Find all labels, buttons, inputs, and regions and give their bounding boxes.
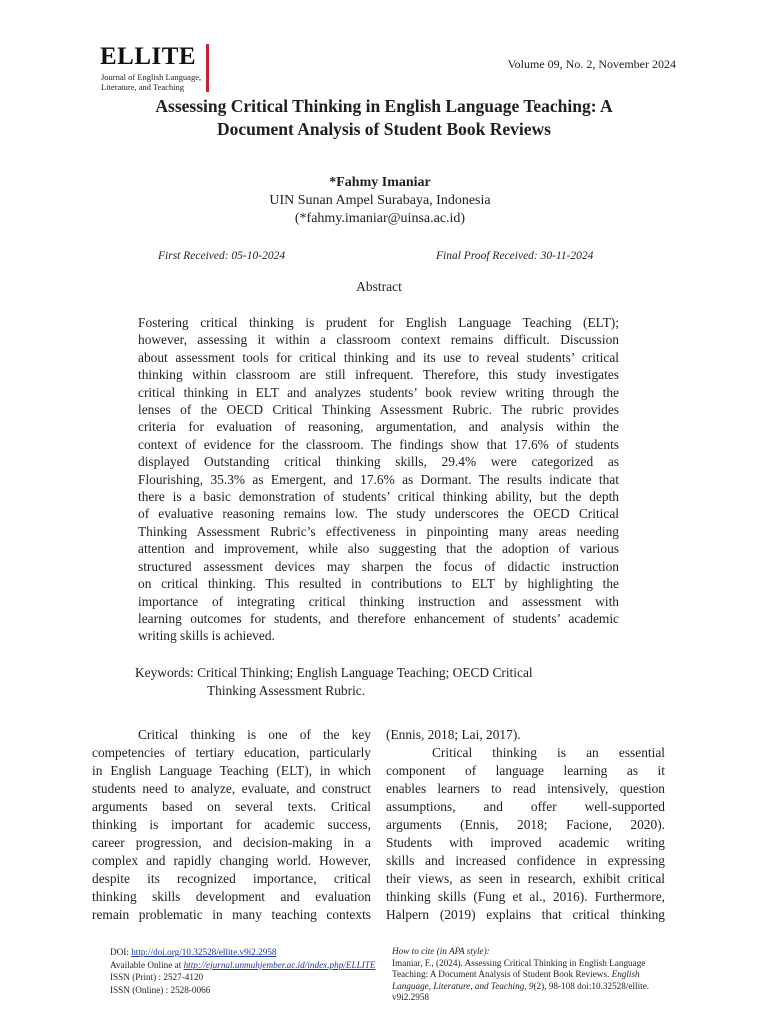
- body-line: Halpern (2019) explains that critical thinking: [386, 907, 665, 922]
- abstract-line: thinking within classroom are still infrequent. Therefore, this study investigates: [138, 367, 619, 383]
- doi-label: DOI:: [110, 947, 132, 957]
- body-column-right: [386, 726, 665, 924]
- body-line: Critical thinking is an essential: [432, 745, 665, 760]
- abstract-line: importance of integrating critical thinking instruction and assessment with: [138, 593, 619, 609]
- body-column-left: [92, 726, 371, 924]
- issn-print: ISSN (Print) : 2527-4120: [110, 972, 204, 982]
- body-line: thinking skills (Fung et al., 2016). Furthermore,: [386, 889, 665, 904]
- cite-heading: How to cite (in APA style):: [392, 946, 490, 956]
- cite-journal-cont: Language, Literature, and Teaching, 9: [392, 980, 534, 991]
- cite-line: [392, 981, 676, 993]
- abstract-line: critical thinking in ELT and analyzes students’ book review writing through the: [138, 384, 619, 400]
- cite-text: Teaching: A Document Analysis of Student Book Reviews.: [392, 969, 612, 979]
- title-line-1: Assessing Critical Thinking in English Language Teaching: A: [155, 96, 613, 116]
- body-line: students need to analyze, evaluate, and construct: [92, 781, 371, 796]
- body-line: thinking skills development and evaluation: [92, 889, 371, 904]
- abstract-line: Fostering critical thinking is prudent for English Language Teaching (ELT);: [138, 315, 619, 330]
- footer-citation: [392, 946, 676, 1004]
- cite-line: [392, 969, 676, 981]
- title-line-2: Document Analysis of Student Book Reviews: [217, 119, 551, 139]
- cite-line: v9i2.2958: [392, 992, 430, 1002]
- abstract-line: on critical thinking. This resulted in contributions to ELT by highlighting the: [138, 576, 619, 592]
- body-line: enables learners to read intensively, question: [386, 781, 665, 796]
- keywords: [135, 664, 533, 700]
- final-received-date: Final Proof Received: 30-11-2024: [436, 250, 594, 262]
- journal-logo: [100, 44, 212, 94]
- volume-info: Volume 09, No. 2, November 2024: [507, 57, 676, 71]
- journal-name: ELLITE: [100, 43, 197, 70]
- abstract-line: displayed Outstanding critical thinking skills, 29.4% were categorized as: [138, 454, 619, 470]
- abstract-line: context of evidence for the classroom. The findings show that 17.6% of students: [138, 436, 619, 452]
- abstract-line: Thinking Assessment Rubric’s effectiveness in pinpointing many areas needing: [138, 523, 619, 539]
- abstract-line: however, assessing it within a classroom context remains difficult. Discussion: [138, 332, 619, 348]
- first-received-date: First Received: 05-10-2024: [158, 250, 286, 262]
- abstract-line: lenses of the OECD Critical Thinking Assessment Rubric. The rubric provides: [138, 402, 619, 418]
- cite-line: Imaniar, F., (2024). Assessing Critical Thinking in English Language: [392, 957, 646, 968]
- body-line: skills and increased confidence in expressing: [386, 853, 665, 868]
- abstract-line: learning outcomes for students, and therefore enhancement of students’ academic: [138, 610, 619, 626]
- body-line: complex and rapidly changing world. However,: [92, 853, 371, 868]
- keywords-line-2: Thinking Assessment Rubric.: [207, 683, 366, 698]
- body-line: their views, as seen in research, exhibit critical: [386, 871, 665, 886]
- journal-subtitle-line2: Literature, and Teaching: [101, 82, 185, 92]
- author-affiliation: UIN Sunan Ampel Surabaya, Indonesia: [269, 193, 491, 208]
- body-line: component of language learning as it: [386, 763, 665, 778]
- online-label: Available Online at: [110, 959, 184, 970]
- abstract-line: there is a basic demonstration of students’ critical thinking ability, but the depth: [138, 489, 619, 505]
- body-line: in English Language Teaching (ELT), in which: [92, 763, 371, 778]
- cite-journal: English: [611, 969, 640, 979]
- cite-text: (2), 98-108 doi:10.32528/ellite.: [533, 980, 650, 991]
- abstract-line: structured assessment devices may sharpen the focus of didactic instruction: [138, 558, 619, 574]
- keywords-line-1: Keywords: Critical Thinking; English Language Teaching; OECD Critical: [135, 665, 533, 680]
- body-line: remain problematic in many teaching contexts: [92, 907, 371, 922]
- online-line: [110, 959, 375, 972]
- doi-line: [110, 946, 375, 959]
- body-line: despite its recognized importance, critical: [92, 871, 371, 886]
- abstract-line: writing skills is achieved.: [138, 628, 275, 644]
- author-block: [0, 174, 760, 228]
- abstract-line: Flourishing, 35.3% as Emergent, and 17.6% as Dormant. The results indicate that: [138, 471, 619, 487]
- abstract-line: of evaluative reasoning remains low. The study underscores the OECD Critical: [138, 506, 619, 522]
- abstract-heading: Abstract: [356, 279, 402, 294]
- body-line: assumptions, and offer well-supported: [386, 799, 665, 814]
- body-line: arguments based on several texts. Critical: [92, 799, 371, 814]
- author-email: (*fahmy.imaniar@uinsa.ac.id): [294, 211, 466, 226]
- journal-subtitle-line1: Journal of English Language,: [101, 72, 202, 82]
- body-line: (Ennis, 2018; Lai, 2017).: [386, 727, 521, 742]
- body-line: Critical thinking is one of the key: [138, 727, 371, 742]
- abstract-line: about assessment tools for critical thinking and its use to reveal students’ critical: [138, 349, 619, 365]
- body-line: arguments (Ennis, 2018; Facione, 2020).: [386, 817, 665, 832]
- body-line: career progression, and decision-making in a: [92, 835, 371, 850]
- body-line: competencies of tertiary education, particularly: [92, 745, 371, 760]
- abstract-line: criteria for evaluation of reasoning, argumentation, and analysis within the: [138, 419, 619, 435]
- body-line: Students with improved academic writing: [386, 835, 665, 850]
- issn-online: ISSN (Online) : 2528-0066: [110, 984, 211, 995]
- body-line: thinking is important for academic success,: [92, 817, 371, 832]
- author-name: *Fahmy Imaniar: [329, 175, 431, 190]
- footer-publication-info: [110, 946, 375, 996]
- logo-accent-bar: [206, 44, 209, 92]
- article-title: [60, 95, 708, 141]
- abstract-body: [138, 314, 619, 645]
- doi-link[interactable]: http://doi.org/10.32528/ellite.v9i2.2958: [131, 947, 277, 957]
- abstract-line: attention and improvement, while also suggesting that the adoption of various: [138, 541, 619, 557]
- journal-url-link[interactable]: http://ejurnal.unmuhjember.ac.id/index.php/ELLITE: [183, 959, 376, 970]
